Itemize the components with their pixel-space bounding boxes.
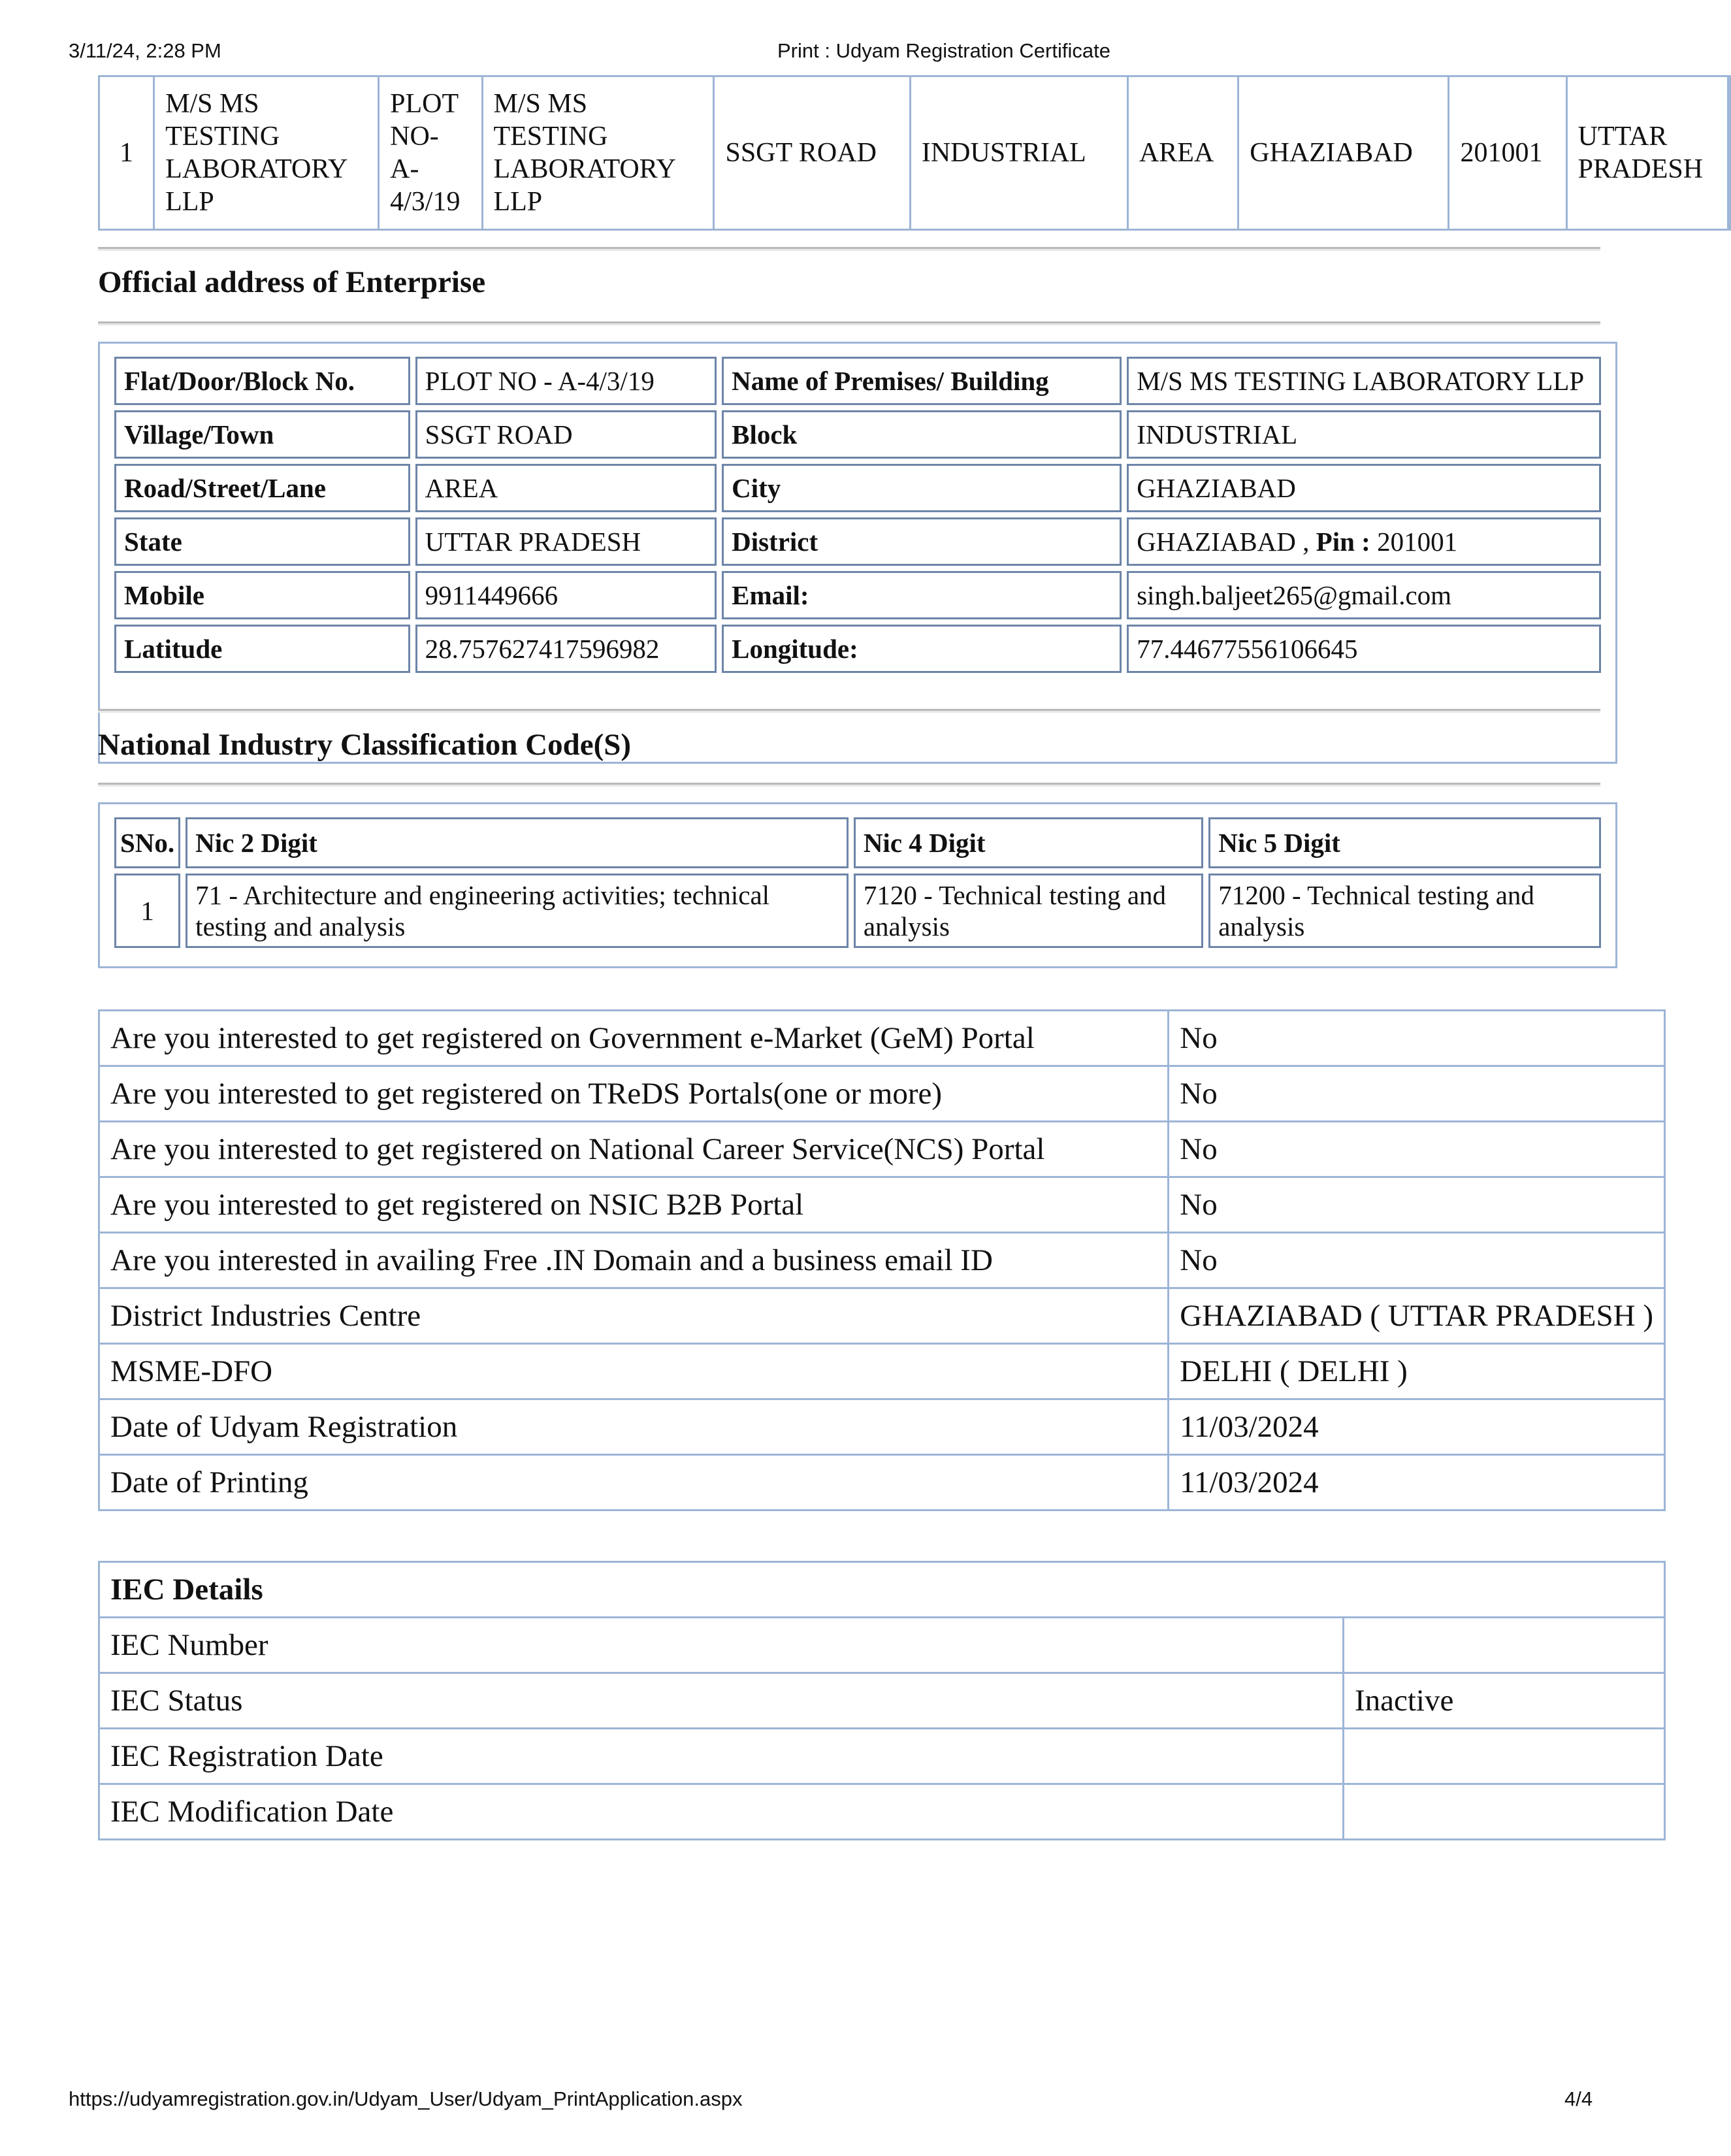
column-header: SNo. bbox=[114, 817, 180, 868]
column-header: Nic 4 Digit bbox=[854, 817, 1203, 868]
address-label: District bbox=[722, 517, 1122, 566]
table-row bbox=[99, 1011, 1665, 1066]
iec-value bbox=[1344, 1784, 1665, 1840]
address-label: Name of Premises/ Building bbox=[722, 357, 1122, 405]
iec-label: IEC Status bbox=[99, 1673, 1344, 1729]
table-header-row bbox=[114, 817, 1601, 868]
address-label: Block bbox=[722, 410, 1122, 459]
question-label: District Industries Centre bbox=[99, 1288, 1169, 1344]
table-row bbox=[99, 1177, 1665, 1233]
address-value: GHAZIABAD bbox=[1127, 464, 1601, 512]
pin-value: 201001 bbox=[1370, 527, 1458, 557]
iec-value: Inactive bbox=[1344, 1673, 1665, 1729]
address-value: SSGT ROAD bbox=[415, 410, 717, 459]
question-answer: 11/03/2024 bbox=[1169, 1455, 1665, 1511]
question-answer: No bbox=[1169, 1066, 1665, 1122]
question-label: Are you interested to get registered on National Career Service(NCS) Portal bbox=[99, 1122, 1169, 1177]
pin-label: Pin : bbox=[1316, 527, 1370, 557]
question-label: MSME-DFO bbox=[99, 1344, 1169, 1399]
address-value: INDUSTRIAL bbox=[1127, 410, 1601, 459]
question-answer: No bbox=[1169, 1122, 1665, 1177]
nic-box bbox=[98, 802, 1617, 968]
question-label: Date of Printing bbox=[99, 1455, 1169, 1511]
table-row bbox=[100, 77, 1729, 229]
address-label: Flat/Door/Block No. bbox=[114, 357, 410, 405]
district-value: GHAZIABAD , bbox=[1137, 527, 1316, 557]
unit-flat: PLOT NO- A- 4/3/19 bbox=[380, 77, 483, 229]
divider bbox=[98, 709, 1600, 713]
iec-label: IEC Registration Date bbox=[99, 1729, 1344, 1784]
table-row bbox=[114, 625, 1601, 673]
official-address-heading: Official address of Enterprise bbox=[98, 265, 486, 299]
table-header-row bbox=[99, 1562, 1665, 1618]
iec-label: IEC Number bbox=[99, 1618, 1344, 1673]
nic-table bbox=[109, 812, 1606, 953]
column-header: Nic 2 Digit bbox=[186, 817, 849, 868]
print-title: Print : Udyam Registration Certificate bbox=[777, 39, 1110, 62]
iec-heading: IEC Details bbox=[99, 1562, 1665, 1618]
divider bbox=[98, 783, 1600, 787]
iec-value bbox=[1344, 1618, 1665, 1673]
nic-heading: National Industry Classification Code(S) bbox=[98, 728, 632, 762]
table-row bbox=[99, 1618, 1665, 1673]
print-datetime: 3/11/24, 2:28 PM bbox=[69, 39, 221, 62]
question-answer: GHAZIABAD ( UTTAR PRADESH ) bbox=[1169, 1288, 1665, 1344]
table-row bbox=[114, 464, 1601, 512]
official-address-box bbox=[98, 342, 1617, 764]
question-label: Date of Udyam Registration bbox=[99, 1399, 1169, 1455]
address-label: City bbox=[722, 464, 1122, 512]
address-label: Email: bbox=[722, 571, 1122, 619]
question-label: Are you interested to get registered on NSIC B2B Portal bbox=[99, 1177, 1169, 1233]
column-header: Nic 5 Digit bbox=[1208, 817, 1601, 868]
unit-pin: 201001 bbox=[1449, 77, 1567, 229]
question-answer: 11/03/2024 bbox=[1169, 1399, 1665, 1455]
address-value: 28.757627417596982 bbox=[415, 625, 717, 673]
district-pin-value bbox=[1127, 517, 1601, 566]
table-row bbox=[114, 874, 1601, 948]
address-value: M/S MS TESTING LABORATORY LLP bbox=[1127, 357, 1601, 405]
address-label: Longitude: bbox=[722, 625, 1122, 673]
question-label: Are you interested in availing Free .IN Domain and a business email ID bbox=[99, 1233, 1169, 1288]
address-value: AREA bbox=[415, 464, 717, 512]
table-row bbox=[114, 410, 1601, 459]
table-row bbox=[99, 1122, 1665, 1177]
question-label: Are you interested to get registered on Government e-Market (GeM) Portal bbox=[99, 1011, 1169, 1066]
page-content bbox=[98, 75, 1704, 1855]
table-row bbox=[99, 1673, 1665, 1729]
table-row bbox=[114, 517, 1601, 566]
nic-sno: 1 bbox=[114, 874, 180, 948]
iec-table bbox=[98, 1561, 1666, 1840]
registration-options-table bbox=[98, 1009, 1666, 1511]
question-label: Are you interested to get registered on TReDS Portals(one or more) bbox=[99, 1066, 1169, 1122]
divider bbox=[98, 247, 1600, 251]
address-label: State bbox=[114, 517, 410, 566]
print-url: https://udyamregistration.gov.in/Udyam_User/Udyam_PrintApplication.aspx bbox=[69, 2087, 743, 2110]
divider bbox=[98, 321, 1600, 325]
units-table bbox=[98, 75, 1731, 231]
unit-road: AREA bbox=[1129, 77, 1239, 229]
unit-name: M/S MS TESTING LABORATORY LLP bbox=[155, 77, 380, 229]
table-row bbox=[99, 1233, 1665, 1288]
address-value: 77.44677556106645 bbox=[1127, 625, 1601, 673]
table-row bbox=[114, 357, 1601, 405]
page-number: 4/4 bbox=[1564, 2087, 1593, 2110]
table-row bbox=[99, 1729, 1665, 1784]
unit-city: GHAZIABAD bbox=[1239, 77, 1449, 229]
address-label: Latitude bbox=[114, 625, 410, 673]
question-answer: No bbox=[1169, 1011, 1665, 1066]
table-row bbox=[99, 1455, 1665, 1511]
table-row bbox=[99, 1784, 1665, 1840]
iec-label: IEC Modification Date bbox=[99, 1784, 1344, 1840]
nic-4-digit: 7120 - Technical testing and analysis bbox=[854, 874, 1203, 948]
question-answer: No bbox=[1169, 1177, 1665, 1233]
question-answer: DELHI ( DELHI ) bbox=[1169, 1344, 1665, 1399]
unit-state: UTTAR PRADESH bbox=[1568, 77, 1729, 229]
unit-village: SSGT ROAD bbox=[715, 77, 911, 229]
question-answer: No bbox=[1169, 1233, 1665, 1288]
table-row bbox=[99, 1288, 1665, 1344]
unit-building: M/S MS TESTING LABORATORY LLP bbox=[483, 77, 715, 229]
table-row bbox=[99, 1066, 1665, 1122]
address-label: Mobile bbox=[114, 571, 410, 619]
iec-value bbox=[1344, 1729, 1665, 1784]
table-row bbox=[99, 1399, 1665, 1455]
address-label: Village/Town bbox=[114, 410, 410, 459]
address-value: UTTAR PRADESH bbox=[415, 517, 717, 566]
address-label: Road/Street/Lane bbox=[114, 464, 410, 512]
official-address-table bbox=[109, 351, 1606, 678]
address-value: 9911449666 bbox=[415, 571, 717, 619]
nic-2-digit: 71 - Architecture and engineering activities; technical testing and analysis bbox=[186, 874, 849, 948]
unit-block: INDUSTRIAL bbox=[911, 77, 1129, 229]
table-row bbox=[114, 571, 1601, 619]
address-value: PLOT NO - A-4/3/19 bbox=[415, 357, 717, 405]
unit-sno: 1 bbox=[100, 77, 155, 229]
nic-5-digit: 71200 - Technical testing and analysis bbox=[1208, 874, 1601, 948]
address-value: singh.baljeet265@gmail.com bbox=[1127, 571, 1601, 619]
table-row bbox=[99, 1344, 1665, 1399]
